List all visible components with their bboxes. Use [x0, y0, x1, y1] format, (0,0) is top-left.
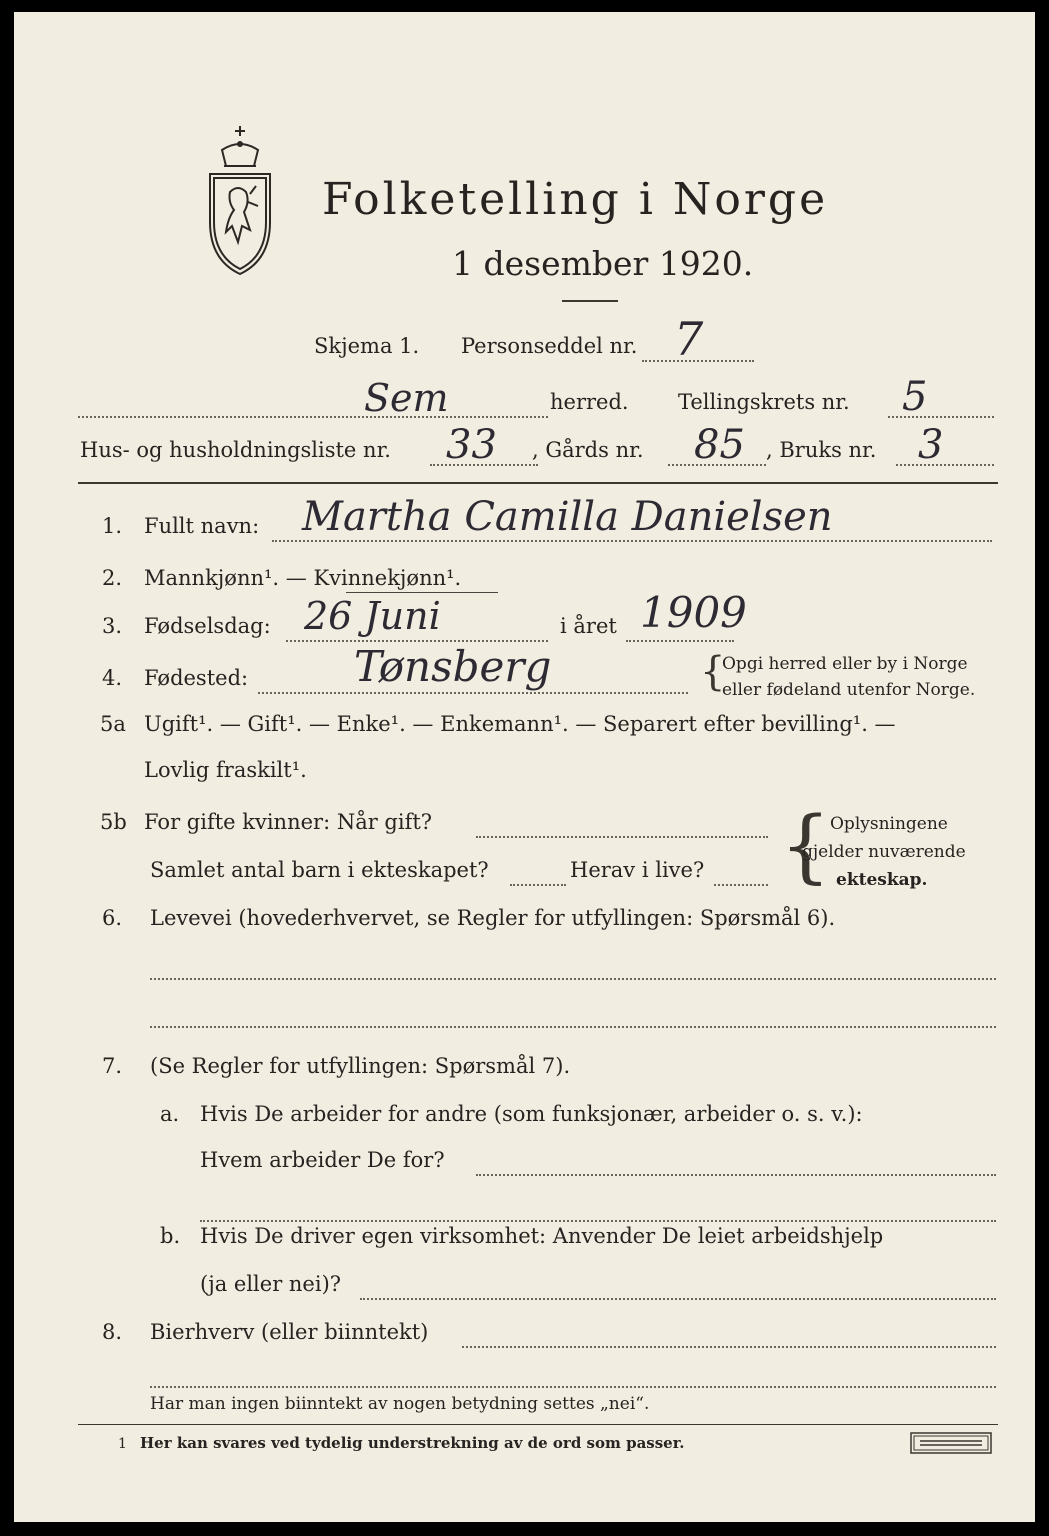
hus-value: 33: [446, 422, 497, 468]
gards-value: 85: [694, 422, 745, 468]
q7b-label-line-1: Hvis De driver egen virksomhet: Anvender De leiet arbeidshjelp: [200, 1224, 884, 1248]
tellingskrets-value: 5: [902, 374, 928, 420]
q6-number: 6.: [102, 906, 123, 930]
hus-label: Hus- og husholdningsliste nr.: [80, 438, 391, 462]
printer-stamp-icon: [910, 1432, 992, 1454]
tellingskrets-label: Tellingskrets nr.: [678, 390, 850, 414]
q5b-children-line: [510, 884, 566, 886]
q3-year-label: i året: [560, 614, 617, 638]
q2-underline-kvinnekjonn: [346, 592, 498, 593]
page-title: Folketelling i Norge: [322, 174, 829, 225]
q7-number: 7.: [102, 1054, 123, 1078]
q1-value: Martha Camilla Danielsen: [302, 494, 833, 540]
q5a-number: 5a: [100, 712, 126, 736]
q6-line-1: [150, 978, 996, 980]
footnote-text: Her kan svares ved tydelig understrekning av de ord som passer.: [140, 1434, 685, 1452]
bruks-line: [896, 464, 994, 466]
q3-year-line: [626, 640, 734, 642]
header-rule: [78, 482, 998, 484]
q7a-line-1: [476, 1174, 996, 1176]
census-form-page: [14, 12, 1035, 1522]
census-date: 1 desember 1920.: [452, 244, 754, 283]
q8-note: Har man ingen biinntekt av nogen betydning settes „nei“.: [150, 1394, 650, 1414]
skjema-label: Skjema 1.: [314, 334, 420, 358]
q5b-number: 5b: [100, 810, 127, 834]
q8-line-2: [150, 1386, 996, 1388]
q5b-note-bracket: {: [780, 799, 831, 892]
q3-label: Fødselsdag:: [144, 614, 271, 638]
q4-number: 4.: [102, 666, 123, 690]
q2-number: 2.: [102, 566, 123, 590]
personseddel-value: 7: [674, 312, 704, 366]
q5b-note-line-2: gjelder nuværende: [802, 842, 966, 862]
q7a-label-line-1: Hvis De arbeider for andre (som funksjonær, arbeider o. s. v.):: [200, 1102, 863, 1126]
q7a-number: a.: [160, 1102, 180, 1126]
q7a-line-2: [200, 1220, 996, 1222]
q5b-label-line-1: For gifte kvinner: Når gift?: [144, 810, 433, 834]
q3-year-value: 1909: [640, 588, 747, 637]
q5a-label-line-1: Ugift¹. — Gift¹. — Enke¹. — Enkemann¹. — Separert efter bevilling¹. —: [144, 712, 896, 736]
q7a-label-line-2: Hvem arbeider De for?: [200, 1148, 445, 1172]
q7b-label-line-2: (ja eller nei)?: [200, 1272, 342, 1296]
q8-label: Bierhverv (eller biinntekt): [150, 1320, 429, 1344]
bruks-value: 3: [918, 422, 944, 468]
q5a-label-line-2: Lovlig fraskilt¹.: [144, 758, 307, 782]
q4-line: [258, 692, 688, 694]
q5b-note-line-3: ekteskap.: [836, 870, 928, 890]
q7-label: (Se Regler for utfyllingen: Spørsmål 7).: [150, 1054, 571, 1078]
q4-label: Fødested:: [144, 666, 249, 690]
herred-value: Sem: [364, 376, 449, 420]
bruks-label: , Bruks nr.: [766, 438, 877, 462]
q1-label: Fullt navn:: [144, 514, 260, 538]
herred-label: herred.: [550, 390, 629, 414]
q2-label: Mannkjønn¹. — Kvinnekjønn¹.: [144, 566, 462, 590]
q3-number: 3.: [102, 614, 123, 638]
footnote-mark: 1: [118, 1436, 127, 1452]
herred-line: [78, 416, 548, 418]
q5b-label-line-2: Samlet antal barn i ekteskapet?: [150, 858, 489, 882]
q8-line-1: [462, 1346, 996, 1348]
title-divider: [562, 300, 618, 302]
q1-line: [272, 540, 992, 542]
q5b-label-line-3: Herav i live?: [570, 858, 705, 882]
q4-note-bracket: {: [700, 649, 726, 695]
norwegian-coat-of-arms-icon: [200, 122, 280, 282]
personseddel-label: Personseddel nr.: [461, 334, 638, 358]
q5b-note-line-1: Oplysningene: [830, 814, 948, 834]
q5b-alive-line: [714, 884, 768, 886]
footnote-rule: [78, 1424, 998, 1425]
q6-line-2: [150, 1026, 996, 1028]
q7b-number: b.: [160, 1224, 181, 1248]
q4-note-line-2: eller fødeland utenfor Norge.: [722, 680, 976, 700]
q7b-line: [360, 1298, 996, 1300]
q1-number: 1.: [102, 514, 123, 538]
q8-number: 8.: [102, 1320, 123, 1344]
gards-label: , Gårds nr.: [532, 438, 644, 462]
q4-value: Tønsberg: [354, 642, 552, 691]
q6-label: Levevei (hovederhvervet, se Regler for utfyllingen: Spørsmål 6).: [150, 906, 836, 930]
q5b-married-line: [476, 836, 768, 838]
q4-note-line-1: Opgi herred eller by i Norge: [722, 654, 968, 674]
q3-day-value: 26 Juni: [304, 594, 441, 638]
